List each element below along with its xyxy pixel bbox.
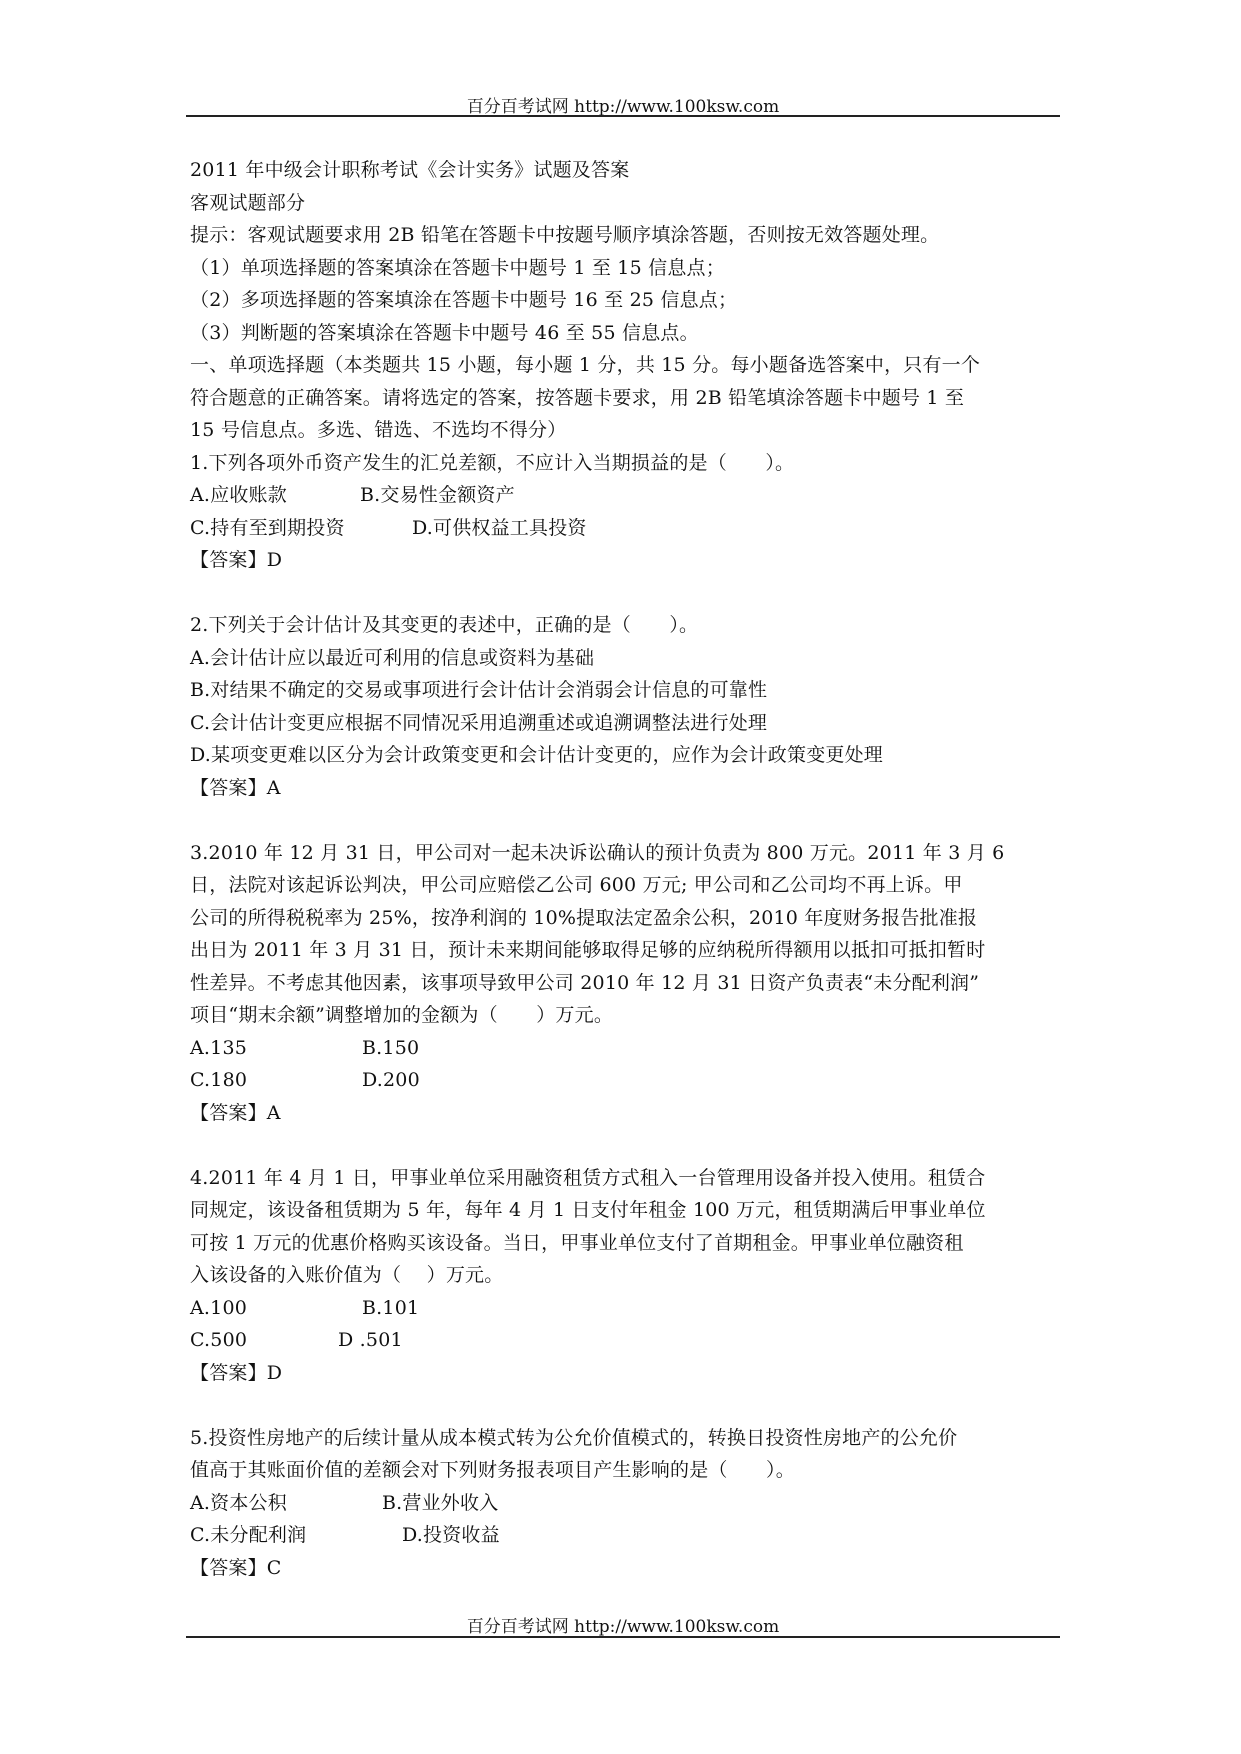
option-d: D.可供权益工具投资: [412, 516, 587, 539]
option-c: C.会计估计变更应根据不同情况采用追溯重述或追溯调整法进行处理: [190, 711, 768, 734]
page-header: 百分百考试网 http://www.100ksw.com: [466, 97, 780, 117]
instruction-item: （1）单项选择题的答案填涂在答题卡中题号 1 至 15 信息点；: [190, 256, 725, 279]
question-stem: 项目“期末余额”调整增加的金额为（ ）万元。: [190, 1004, 614, 1026]
part-heading-line: 符合题意的正确答案。请将选定的答案，按答题卡要求，用 2B 铅笔填涂答题卡中题号 1 至: [190, 386, 965, 409]
question-stem: 值高于其账面价值的差额会对下列财务报表项目产生影响的是（ ）。: [190, 1459, 795, 1481]
option-c: C.500: [190, 1329, 248, 1351]
option-b: B.101: [362, 1296, 420, 1319]
option-b: B.营业外收入: [382, 1491, 499, 1514]
option-d: D.某项变更难以区分为会计政策变更和会计估计变更的，应作为会计政策变更处理: [190, 744, 883, 766]
question-stem: 5.投资性房地产的后续计量从成本模式转为公允价值模式的，转换日投资性房地产的公允价: [190, 1426, 958, 1449]
question-stem: 4.2011 年 4 月 1 日，甲事业单位采用融资租赁方式租入一台管理用设备并投入使用。租赁合: [190, 1166, 986, 1189]
option-row: [190, 512, 1060, 545]
option-row: [190, 1032, 1060, 1065]
spacer: [190, 804, 1060, 837]
part-heading-line: 一、单项选择题（本类题共 15 小题，每小题 1 分，共 15 分。每小题备选答案中，只有一个: [190, 354, 981, 376]
question-stem: 公司的所得税税率为 25%，按净利润的 10%提取法定盈余公积，2010 年度财务报告批准报: [190, 906, 978, 929]
intro-block: [190, 154, 1060, 447]
answer: 【答案】A: [190, 1101, 281, 1124]
question-2: [190, 609, 1060, 804]
question-1: [190, 447, 1060, 577]
question-stem: 出日为 2011 年 3 月 31 日，预计未来期间能够取得足够的应纳税所得额用以抵扣可抵扣暂时: [190, 939, 986, 961]
option-b: B.交易性金额资产: [360, 484, 515, 506]
option-d: D .501: [338, 1329, 403, 1351]
question-stem: 同规定，该设备租赁期为 5 年，每年 4 月 1 日支付年租金 100 万元，租赁期满后甲事业单位: [190, 1199, 986, 1221]
part-heading-line: 15 号信息点。多选、错选、不选均不得分）: [190, 419, 567, 441]
option-c: C.180: [190, 1069, 248, 1091]
option-row: [190, 479, 1060, 512]
footer-rule: [186, 1636, 1060, 1638]
option-d: D.投资收益: [402, 1524, 500, 1546]
option-row: [190, 1064, 1060, 1097]
answer: 【答案】A: [190, 776, 281, 799]
question-stem: 3.2010 年 12 月 31 日，甲公司对一起未决诉讼确认的预计负责为 800 万元。2011 年 3 月 6: [190, 841, 1005, 864]
option-c: C.未分配利润: [190, 1524, 307, 1546]
question-stem: 1.下列各项外币资产发生的汇兑差额，不应计入当期损益的是（ ）。: [190, 451, 795, 474]
question-stem: 入该设备的入账价值为（ ）万元。: [190, 1264, 504, 1286]
option-b: B.150: [362, 1036, 420, 1059]
question-5: [190, 1422, 1060, 1585]
answer: 【答案】C: [190, 1556, 282, 1579]
instruction-item: （2）多项选择题的答案填涂在答题卡中题号 16 至 25 信息点；: [190, 289, 738, 311]
question-stem: 日，法院对该起诉讼判决，甲公司应赔偿乙公司 600 万元; 甲公司和乙公司均不再上诉。甲: [190, 874, 963, 896]
spacer: [190, 1129, 1060, 1162]
option-a: A.100: [190, 1296, 248, 1319]
question-stem: 性差异。不考虑其他因素，该事项导致甲公司 2010 年 12 月 31 日资产负责表“未分配利润”: [190, 971, 980, 994]
header-rule: [186, 115, 1060, 117]
option-b: B.对结果不确定的交易或事项进行会计估计会消弱会计信息的可靠性: [190, 679, 768, 701]
page-footer: 百分百考试网 http://www.100ksw.com: [466, 1617, 780, 1637]
option-row: [190, 1292, 1060, 1325]
question-stem: 可按 1 万元的优惠价格购买该设备。当日，甲事业单位支付了首期租金。甲事业单位融资租: [190, 1231, 964, 1254]
question-stem: 2.下列关于会计估计及其变更的表述中，正确的是（ ）。: [190, 614, 699, 636]
option-row: [190, 1324, 1060, 1357]
answer: 【答案】D: [190, 1361, 283, 1384]
section-title: 客观试题部分: [190, 191, 306, 214]
option-row: [190, 1519, 1060, 1552]
spacer: [190, 577, 1060, 610]
option-a: A.会计估计应以最近可利用的信息或资料为基础: [190, 646, 595, 669]
option-c: C.持有至到期投资: [190, 516, 345, 539]
option-a: A.135: [190, 1036, 248, 1059]
question-3: [190, 837, 1060, 1130]
option-row: [190, 1487, 1060, 1520]
instruction-item: （3）判断题的答案填涂在答题卡中题号 46 至 55 信息点。: [190, 321, 699, 344]
instruction-text: 提示：客观试题要求用 2B 铅笔在答题卡中按题号顺序填涂答题，否则按无效答题处理。: [190, 224, 940, 246]
answer: 【答案】D: [190, 549, 283, 571]
document-body: [190, 154, 1060, 1584]
question-4: [190, 1162, 1060, 1390]
option-a: A.资本公积: [190, 1491, 287, 1514]
document-title: 2011 年中级会计职称考试《会计实务》试题及答案: [190, 159, 630, 181]
option-d: D.200: [362, 1069, 420, 1091]
spacer: [190, 1389, 1060, 1422]
option-a: A.应收账款: [190, 484, 287, 506]
